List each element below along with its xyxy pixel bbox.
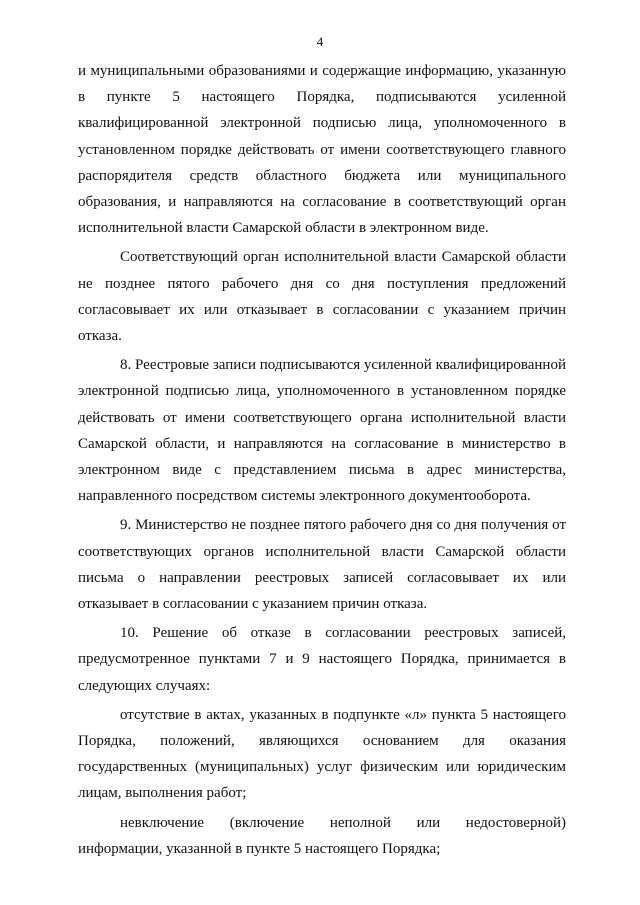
paragraph-item-10: 10. Решение об отказе в согласовании реестровых записей, предусмотренное пунктами 7 и 9 настоящего Порядка, принимается в следующих случаях: (78, 625, 566, 694)
paragraph-item-9: 9. Министерство не позднее пятого рабочего дня со дня получения от соответствующих органов исполнительной власти Самарской области письма о направлении реестровых записей согласовывает их или отказывает в согласовании с указанием причин отказа. (78, 517, 566, 613)
paragraph-continuation: и муниципальными образованиями и содержащие информацию, указанную в пункте 5 настоящего Порядка, подписываются усиленной квалифицированной электронной подписью лица, уполномоченного в установленном порядке действовать от имени соответствующего главного распорядителя средств областного бюджета или муниципального образования, и направляются на согласование в соответствующий орган исполнительной власти Самарской области в электронном виде. (78, 63, 566, 237)
document-body (78, 58, 566, 862)
page-number: 4 (316, 34, 324, 49)
paragraph-item-8: 8. Реестровые записи подписываются усиленной квалифицированной электронной подписью лица, уполномоченного в установленном порядке действовать от имени соответствующего органа исполнительной власти Самарской области, и направляются на согласование в министерство в электронном виде с представлением письма в адрес министерства, направленного посредством системы электронного документооборота. (78, 357, 566, 505)
paragraph-case-1: отсутствие в актах, указанных в подпункте «л» пункта 5 настоящего Порядка, положений, являющихся основанием для оказания государственных (муниципальных) услуг физическим или юридическим лицам, выполнения работ; (78, 706, 566, 802)
paragraph-approval-deadline: Соответствующий орган исполнительной власти Самарской области не позднее пятого рабочего дня со дня поступления предложений согласовывает их или отказывает в согласовании с указанием причин отказа. (78, 249, 566, 345)
paragraph-case-2: невключение (включение неполной или недостоверной) информации, указанной в пункте 5 настоящего Порядка; (78, 814, 566, 857)
